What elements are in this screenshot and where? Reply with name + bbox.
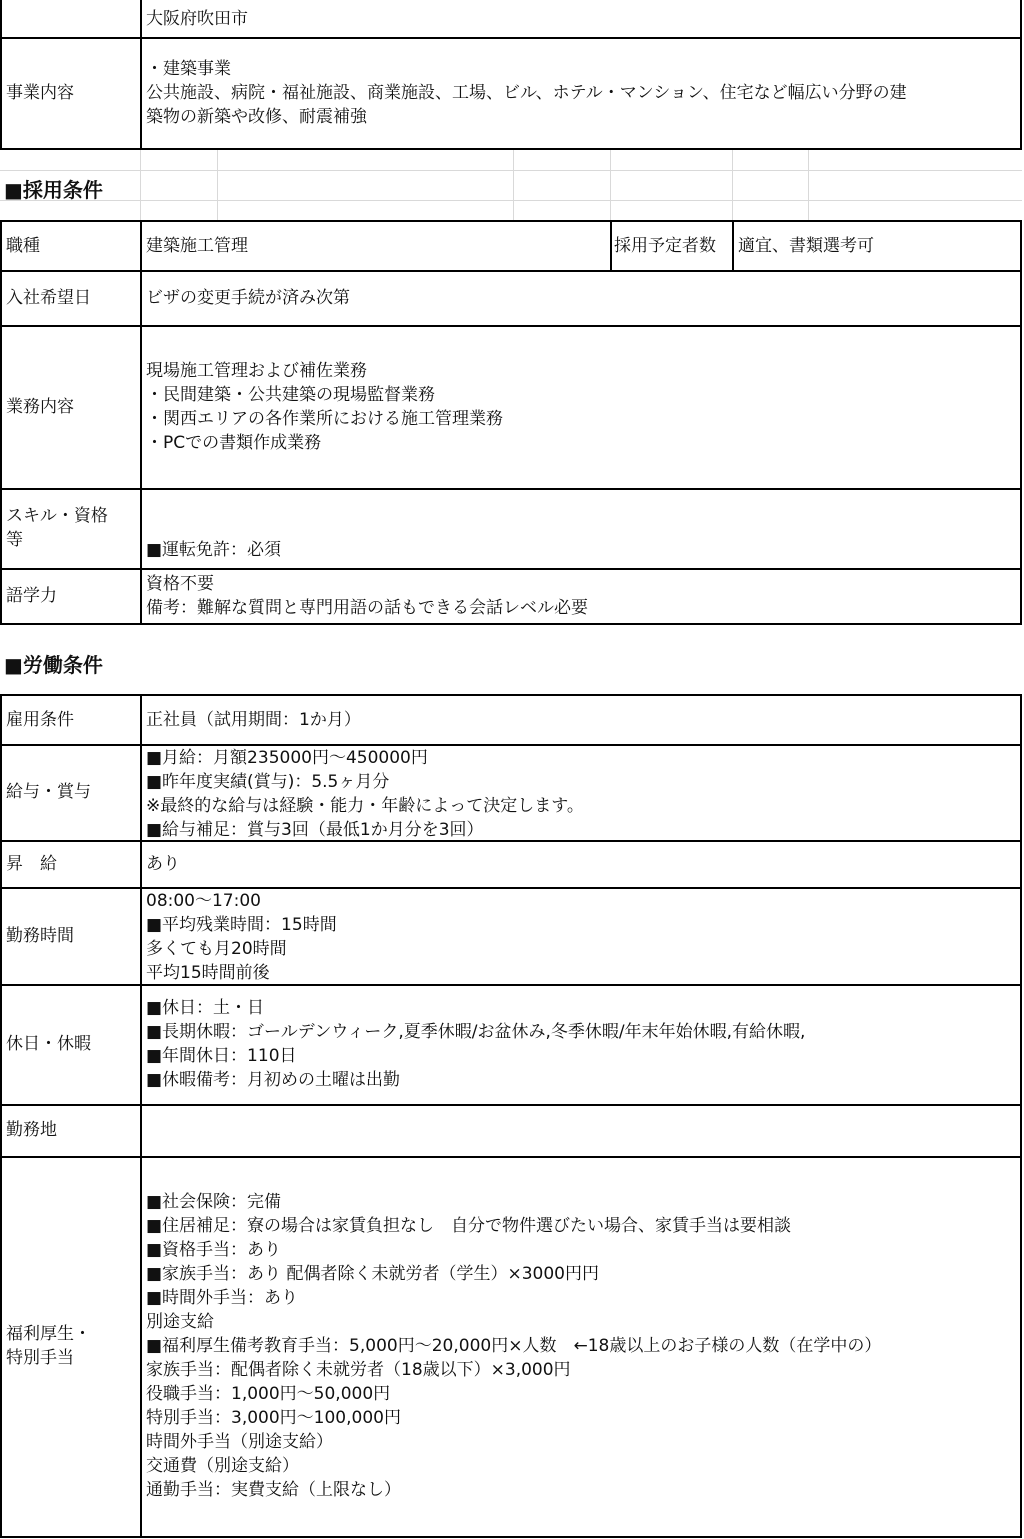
- workplace-row: [0, 1104, 1022, 1158]
- job-label: 職種: [2, 222, 142, 270]
- welfare-line: 時間外手当（別途支給）: [146, 1432, 333, 1452]
- welfare-line: ■社会保険：完備: [146, 1192, 282, 1212]
- holiday-value: [142, 984, 1020, 1104]
- section-heading-labor: ■労働条件: [4, 653, 103, 677]
- job-value: 建築施工管理: [142, 222, 612, 270]
- business-line: 公共施設、病院・福祉施設、商業施設、工場、ビル、ホテル・マンション、住宅など幅広い分野の建: [146, 83, 907, 103]
- location-value: 大阪府吹田市: [146, 8, 248, 29]
- duties-line: ・PCでの書類作成業務: [146, 432, 322, 453]
- gridline: [217, 150, 218, 220]
- raise-label: 昇 給: [2, 840, 142, 887]
- salary-row: [0, 744, 1022, 842]
- skills-label-line: 等: [6, 530, 23, 550]
- hours-line: 多くても月20時間: [146, 939, 287, 959]
- business-line: ・建築事業: [146, 59, 231, 79]
- salary-value: [142, 744, 1020, 840]
- employment-label: 雇用条件: [2, 696, 142, 744]
- holiday-line: ■休日：土・日: [146, 998, 265, 1018]
- welfare-label-line: 福利厚生・: [6, 1324, 91, 1344]
- business-value: [142, 38, 1020, 148]
- welfare-line: 家族手当：配偶者除く未就労者（18歳以下）×3,000円: [146, 1360, 571, 1380]
- job-row: [0, 220, 1022, 272]
- salary-line: ※最終的な給与は経験・能力・年齢によって決定します。: [146, 796, 584, 816]
- skills-label-line: スキル・資格: [6, 506, 108, 526]
- hours-line: ■平均残業時間：15時間: [146, 915, 337, 935]
- hours-line: 08:00～17:00: [146, 891, 261, 911]
- raise-value: あり: [146, 853, 180, 874]
- duties-label: 業務内容: [2, 325, 142, 488]
- holiday-label: 休日・休暇: [2, 984, 142, 1104]
- welfare-line: ■家族手当：あり 配偶者除く未就労者（学生）×3000円円: [146, 1264, 599, 1284]
- holiday-line: ■休暇備考：月初めの土曜は出勤: [146, 1070, 401, 1090]
- duties-line: 現場施工管理および補佐業務: [146, 360, 367, 381]
- duties-line: ・関西エリアの各作業所における施工管理業務: [146, 408, 503, 429]
- business-line: 築物の新築や改修、耐震補強: [146, 107, 367, 127]
- welfare-line: ■時間外手当：あり: [146, 1288, 299, 1308]
- employment-row: [0, 694, 1022, 746]
- headcount-value: 適宜、書類選考可: [738, 236, 874, 256]
- gridline: [0, 170, 1022, 171]
- location-row: [0, 0, 1022, 39]
- join-date-value: ビザの変更手続が済み次第: [146, 287, 350, 308]
- business-label: 事業内容: [2, 38, 142, 148]
- language-line: 備考：難解な質問と専門用語の話もできる会話レベル必要: [146, 597, 588, 618]
- duties-value: [142, 325, 1020, 488]
- welfare-line: ■福利厚生備考教育手当：5,000円～20,000円×人数 ←18歳以上のお子様の人数（在学中の）: [146, 1336, 882, 1356]
- welfare-line: 別途支給: [146, 1312, 214, 1332]
- workplace-label: 勤務地: [2, 1104, 142, 1156]
- gridline: [808, 150, 809, 220]
- gridline: [732, 150, 733, 220]
- duties-line: ・民間建築・公共建築の現場監督業務: [146, 384, 435, 405]
- skills-label: [2, 488, 142, 568]
- location-label-cell: [2, 0, 142, 37]
- welfare-line: ■資格手当：あり: [146, 1240, 282, 1260]
- welfare-line: 特別手当：3,000円～100,000円: [146, 1408, 401, 1428]
- holiday-row: [0, 984, 1022, 1106]
- headcount-label: 採用予定者数: [612, 222, 734, 270]
- gridline: [513, 150, 514, 220]
- gridline: [0, 200, 1022, 201]
- section-heading-recruit: ■採用条件: [4, 178, 103, 202]
- salary-line: ■昨年度実績(賞与)：5.5ヶ月分: [146, 772, 390, 792]
- join-date-label: 入社希望日: [2, 270, 142, 325]
- language-line: 資格不要: [146, 573, 214, 594]
- skills-line: ■運転免許：必須: [146, 540, 282, 560]
- salary-line: ■給与補足：賞与3回（最低1か月分を3回）: [146, 820, 484, 840]
- welfare-line: 役職手当：1,000円～50,000円: [146, 1384, 391, 1404]
- hours-row: [0, 887, 1022, 986]
- duties-row: [0, 325, 1022, 490]
- holiday-line: ■長期休暇：ゴールデンウィーク,夏季休暇/お盆休み,冬季休暇/年末年始休暇,有給休暇,: [146, 1022, 806, 1042]
- employment-value: 正社員（試用期間：1か月）: [146, 710, 361, 730]
- gridline: [610, 150, 611, 220]
- skills-row: [0, 488, 1022, 570]
- language-row: [0, 568, 1022, 625]
- salary-line: ■月給：月額235000円～450000円: [146, 748, 428, 768]
- hours-line: 平均15時間前後: [146, 963, 270, 983]
- welfare-value: [142, 1156, 1020, 1536]
- join-date-row: [0, 270, 1022, 327]
- language-value: [142, 568, 1020, 623]
- welfare-line: ■住居補足：寮の場合は家賃負担なし 自分で物件選びたい場合、家賃手当は要相談: [146, 1216, 792, 1236]
- skills-value: [142, 488, 1020, 568]
- gridline: [140, 150, 141, 220]
- hours-label: 勤務時間: [2, 887, 142, 984]
- hours-value: [142, 887, 1020, 984]
- welfare-label: [2, 1156, 142, 1536]
- welfare-line: 通勤手当：実費支給（上限なし）: [146, 1480, 401, 1500]
- language-label: 語学力: [2, 568, 142, 623]
- welfare-row: [0, 1156, 1022, 1538]
- workplace-value: [142, 1104, 1020, 1156]
- welfare-label-line: 特別手当: [6, 1348, 74, 1368]
- raise-row: [0, 840, 1022, 889]
- salary-label: 給与・賞与: [2, 744, 142, 840]
- holiday-line: ■年間休日：110日: [146, 1046, 297, 1066]
- business-row: [0, 38, 1022, 150]
- welfare-line: 交通費（別途支給）: [146, 1456, 299, 1476]
